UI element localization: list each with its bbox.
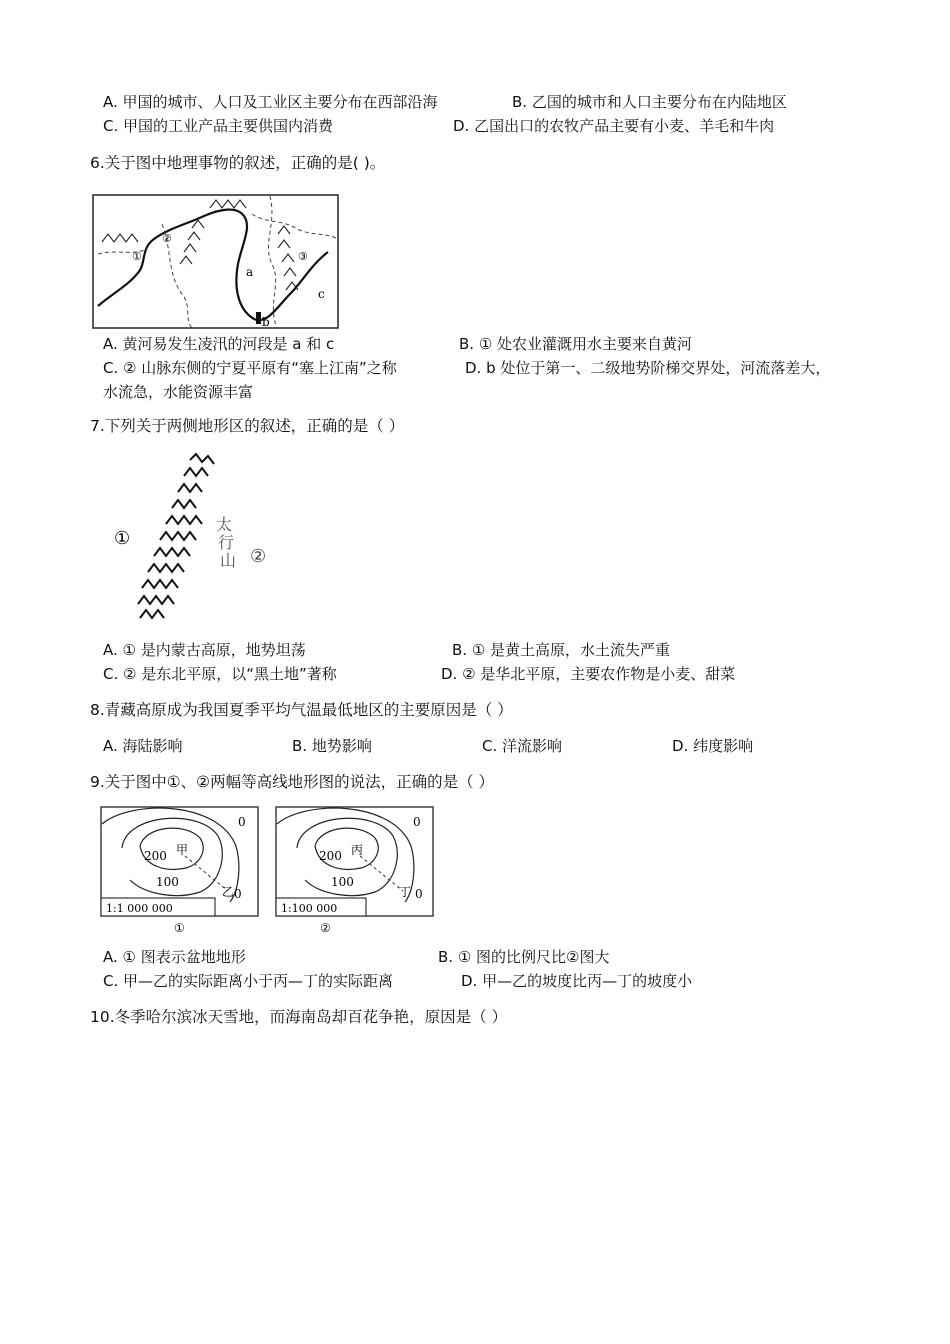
q10-stem: 10.冬季哈尔滨冰天雪地，而海南岛却百花争艳，原因是（ ） <box>90 1008 508 1026</box>
scale-label: 1:100 000 <box>281 902 338 915</box>
q8-stem: 8.青藏高原成为我国夏季平均气温最低地区的主要原因是（ ） <box>90 701 513 719</box>
q6-option-c[interactable]: C. ② 山脉东侧的宁夏平原有“塞上江南”之称 <box>103 359 397 377</box>
taihang-mountain-symbol <box>138 454 214 618</box>
q5-option-a[interactable]: A. 甲国的城市、人口及工业区主要分布在西部沿海 <box>103 93 438 111</box>
q5-option-b[interactable]: B. 乙国的城市和人口主要分布在内陆地区 <box>512 93 787 111</box>
q9-option-a[interactable]: A. ① 图表示盆地地形 <box>103 948 246 966</box>
contour-label-100: 100 <box>331 875 354 889</box>
q8-option-a[interactable]: A. 海陆影响 <box>103 737 183 755</box>
q9-option-c[interactable]: C. 甲—乙的实际距离小于丙—丁的实际距离 <box>103 972 394 990</box>
contour-label-0-right: 0 <box>415 887 423 901</box>
q7-map-figure <box>110 452 280 630</box>
taihang-mountain-label: 太行山 <box>216 515 237 570</box>
point-jia: 甲 <box>176 843 189 857</box>
map-label-3: ③ <box>298 250 308 263</box>
contour-label-0: 0 <box>238 815 246 829</box>
q7-stem: 7.下列关于两侧地形区的叙述，正确的是（ ） <box>90 417 405 435</box>
q6-map-figure <box>92 194 340 330</box>
map-label-left: ① <box>114 528 131 549</box>
point-ding: 丁 <box>399 885 412 899</box>
q6-option-a[interactable]: A. 黄河易发生凌汛的河段是 a 和 c <box>103 335 335 353</box>
q9-stem: 9.关于图中①、②两幅等高线地形图的说法，正确的是（ ） <box>90 773 495 791</box>
map-label-1: ① <box>132 250 142 263</box>
q6-stem: 6.关于图中地理事物的叙述，正确的是( )。 <box>90 154 386 172</box>
q9-option-d[interactable]: D. 甲—乙的坡度比丙—丁的坡度小 <box>461 972 693 990</box>
q6-option-d-continued: 水流急，水能资源丰富 <box>103 383 254 401</box>
map-label-a: a <box>246 265 254 279</box>
map-caption: ① <box>174 921 185 935</box>
contour-label-200: 200 <box>144 849 167 863</box>
map-label-right: ② <box>250 546 267 567</box>
q7-option-b[interactable]: B. ① 是黄土高原，水土流失严重 <box>452 641 671 659</box>
q7-option-a[interactable]: A. ① 是内蒙古高原，地势坦荡 <box>103 641 306 659</box>
q5-option-d[interactable]: D. 乙国出口的农牧产品主要有小麦、羊毛和牛肉 <box>453 117 775 135</box>
q8-option-d[interactable]: D. 纬度影响 <box>672 737 754 755</box>
q6-option-b[interactable]: B. ① 处农业灌溉用水主要来自黄河 <box>459 335 693 353</box>
q8-option-c[interactable]: C. 洋流影响 <box>482 737 563 755</box>
map-label-2: ② <box>162 232 172 245</box>
map-label-b: b <box>262 315 270 329</box>
q7-option-d[interactable]: D. ② 是华北平原，主要农作物是小麦、甜菜 <box>441 665 736 683</box>
contour-label-0-right: 0 <box>234 887 242 901</box>
contour-map-2 <box>275 806 437 936</box>
q8-option-b[interactable]: B. 地势影响 <box>292 737 372 755</box>
contour-map-1 <box>100 806 262 936</box>
dam-marker <box>256 312 261 324</box>
map-caption: ② <box>320 921 331 935</box>
point-bing: 丙 <box>351 843 364 857</box>
contour-label-0: 0 <box>413 815 421 829</box>
q9-option-b[interactable]: B. ① 图的比例尺比②图大 <box>438 948 610 966</box>
point-yi: 乙 <box>222 885 235 899</box>
q7-option-c[interactable]: C. ② 是东北平原，以“黑土地”著称 <box>103 665 337 683</box>
map-label-c: c <box>318 287 325 301</box>
q6-option-d[interactable]: D. b 处位于第一、二级地势阶梯交界处，河流落差大， <box>465 359 831 377</box>
contour-label-200: 200 <box>319 849 342 863</box>
scale-label: 1:1 000 000 <box>106 902 173 915</box>
q5-option-c[interactable]: C. 甲国的工业产品主要供国内消费 <box>103 117 334 135</box>
contour-label-100: 100 <box>156 875 179 889</box>
